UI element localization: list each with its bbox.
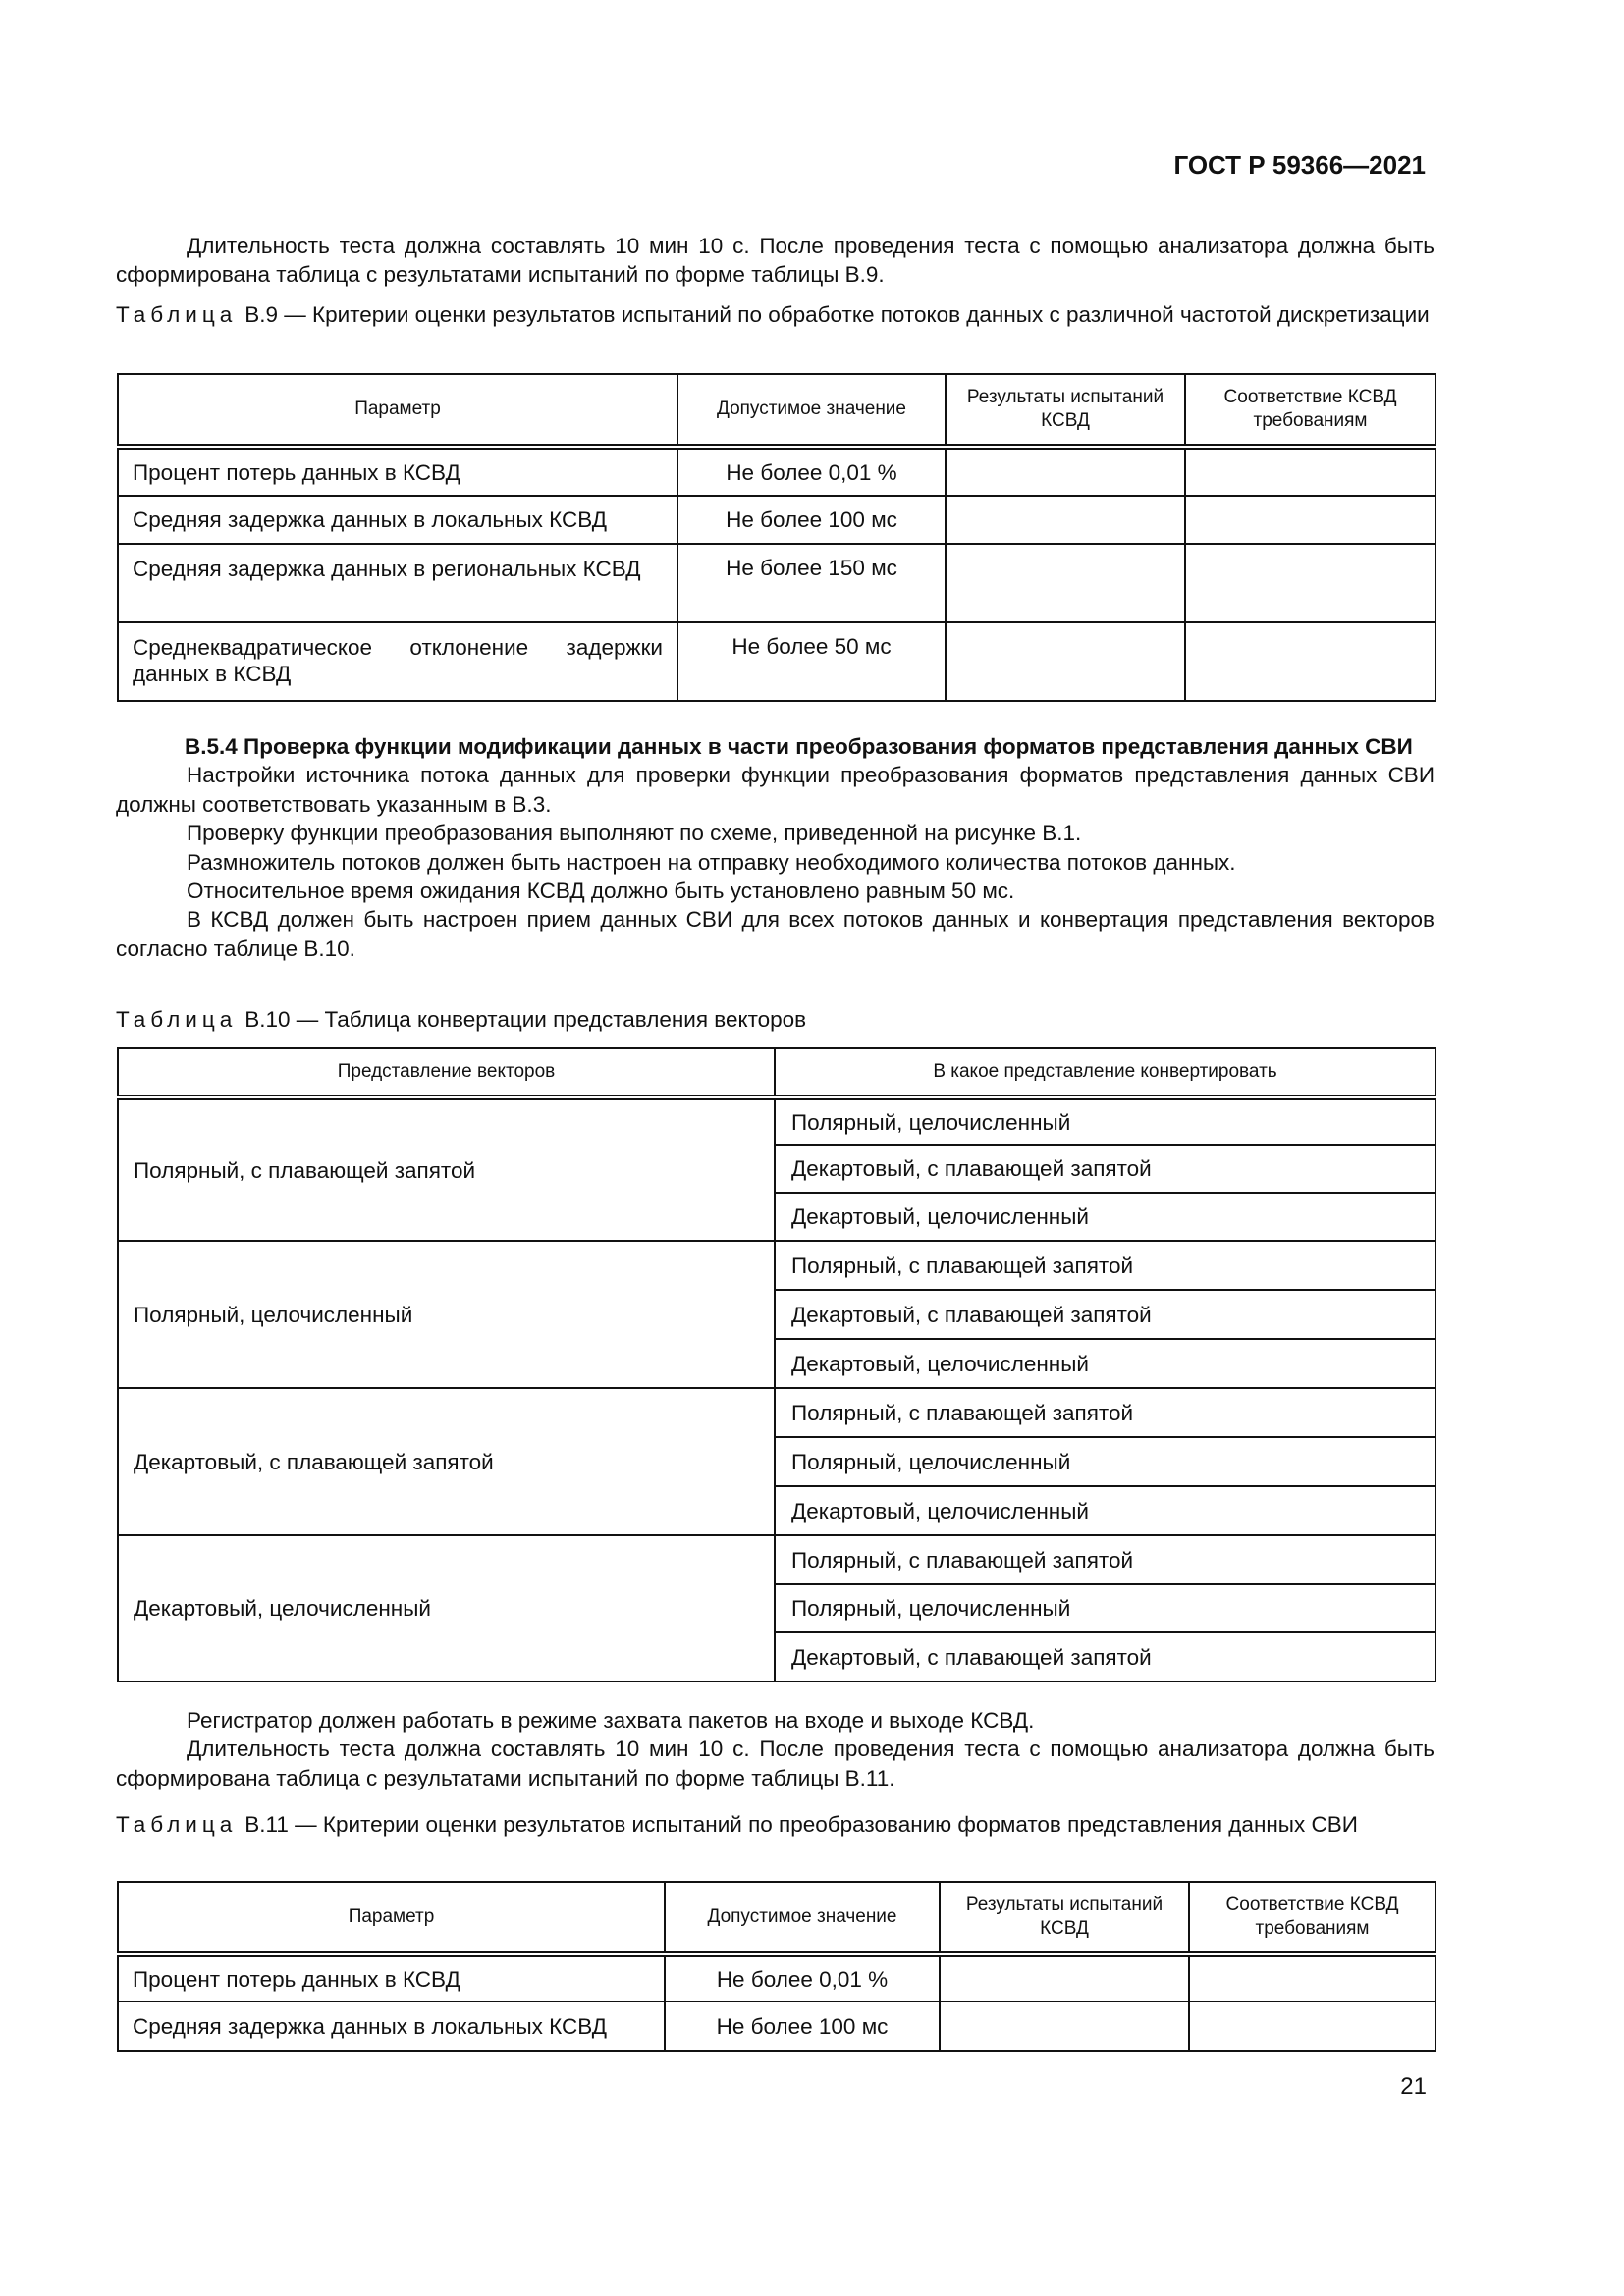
source-representation-cell: Декартовый, с плавающей запятой (118, 1388, 775, 1535)
parameter-cell: Средняя задержка данных в локальных КСВД (118, 2002, 665, 2051)
column-header-result: Результаты испытаний КСВД (946, 374, 1185, 447)
page-number: 21 (1400, 2073, 1427, 2100)
table-row (118, 496, 1435, 544)
table-b10-caption (116, 1005, 1435, 1034)
result-cell[interactable] (946, 496, 1185, 544)
column-header-compliance: Соответствие КСВД требованиям (1189, 1882, 1435, 1954)
after-b10-section (116, 1706, 1435, 1792)
table-row (118, 2002, 1435, 2051)
paragraph: Регистратор должен работать в режиме захвата пакетов на входе и выходе КСВД. (187, 1708, 1035, 1733)
parameter-cell: Средняя задержка данных в региональных КСВД (118, 544, 677, 622)
parameter-cell: Процент потерь данных в КСВД (118, 447, 677, 496)
table-row (118, 1388, 1435, 1437)
intro-section (116, 232, 1435, 290)
caption-text: В.10 — Таблица конвертации представления векторов (244, 1007, 807, 1032)
compliance-cell[interactable] (1189, 1954, 1435, 2002)
compliance-cell[interactable] (1185, 496, 1435, 544)
compliance-cell[interactable] (1189, 2002, 1435, 2051)
result-cell[interactable] (946, 622, 1185, 701)
allowed-value-cell: Не более 150 мс (677, 544, 946, 622)
caption-label: Таблица (116, 1007, 238, 1032)
target-representation-cell: Декартовый, целочисленный (775, 1486, 1435, 1535)
parameter-cell: Среднеквадратическое отклонение задержки данных в КСВД (118, 622, 677, 701)
table-row (118, 447, 1435, 496)
column-header-result: Результаты испытаний КСВД (940, 1882, 1189, 1954)
caption-text: В.9 — Критерии оценки результатов испытаний по обработке потоков данных с различной частотой дискретизации (244, 302, 1430, 327)
paragraph: Длительность теста должна составлять 10 мин 10 с. После проведения теста с помощью анализатора должна быть сформирована таблица с результатами испытаний по форме таблицы В.11. (116, 1736, 1435, 1790)
paragraph: Относительное время ожидания КСВД должно быть установлено равным 50 мс. (187, 879, 1015, 904)
column-header-source: Представление векторов (118, 1048, 775, 1097)
table-header-row (118, 1882, 1435, 1954)
section-heading: В.5.4 Проверка функции модификации данных в части преобразования форматов представления данных СВИ (185, 734, 1413, 759)
column-header-allowed: Допустимое значение (677, 374, 946, 447)
paragraph: Проверку функции преобразования выполняют по схеме, приведенной на рисунке В.1. (187, 821, 1082, 846)
table-header-row (118, 1048, 1435, 1097)
allowed-value-cell: Не более 0,01 % (665, 1954, 940, 2002)
compliance-cell[interactable] (1185, 622, 1435, 701)
table-b9 (117, 373, 1436, 702)
target-representation-cell: Декартовый, с плавающей запятой (775, 1145, 1435, 1193)
column-header-parameter: Параметр (118, 1882, 665, 1954)
column-header-target: В какое представление конвертировать (775, 1048, 1435, 1097)
table-row (118, 544, 1435, 622)
result-cell[interactable] (940, 2002, 1189, 2051)
table-row (118, 1954, 1435, 2002)
allowed-value-cell: Не более 0,01 % (677, 447, 946, 496)
target-representation-cell: Полярный, с плавающей запятой (775, 1535, 1435, 1584)
paragraph: Настройки источника потока данных для проверки функции преобразования форматов представления данных СВИ должны соответствовать указанным в В.3. (116, 763, 1435, 817)
paragraph: В КСВД должен быть настроен прием данных СВИ для всех потоков данных и конвертация представления векторов согласно таблице В.10. (116, 907, 1435, 961)
table-row (118, 622, 1435, 701)
column-header-allowed: Допустимое значение (665, 1882, 940, 1954)
allowed-value-cell: Не более 50 мс (677, 622, 946, 701)
target-representation-cell: Полярный, целочисленный (775, 1097, 1435, 1145)
compliance-cell[interactable] (1185, 447, 1435, 496)
caption-text: В.11 — Критерии оценки результатов испытаний по преобразованию форматов представления данных СВИ (244, 1812, 1358, 1837)
caption-label: Таблица (116, 1812, 238, 1837)
target-representation-cell: Декартовый, целочисленный (775, 1193, 1435, 1241)
compliance-cell[interactable] (1185, 544, 1435, 622)
allowed-value-cell: Не более 100 мс (677, 496, 946, 544)
table-row (118, 1097, 1435, 1145)
target-representation-cell: Полярный, целочисленный (775, 1584, 1435, 1632)
result-cell[interactable] (940, 1954, 1189, 2002)
paragraph: Размножитель потоков должен быть настроен на отправку необходимого количества потоков данных. (187, 849, 1236, 875)
source-representation-cell: Полярный, целочисленный (118, 1241, 775, 1388)
table-header-row (118, 374, 1435, 447)
target-representation-cell: Полярный, целочисленный (775, 1437, 1435, 1486)
result-cell[interactable] (946, 544, 1185, 622)
caption-label: Таблица (116, 302, 238, 327)
document-code: ГОСТ Р 59366—2021 (1173, 150, 1426, 180)
source-representation-cell: Полярный, с плавающей запятой (118, 1097, 775, 1241)
column-header-parameter: Параметр (118, 374, 677, 447)
table-b9-caption (116, 300, 1435, 329)
target-representation-cell: Декартовый, с плавающей запятой (775, 1632, 1435, 1682)
target-representation-cell: Декартовый, целочисленный (775, 1339, 1435, 1388)
parameter-cell: Средняя задержка данных в локальных КСВД (118, 496, 677, 544)
table-b11-caption (116, 1810, 1435, 1839)
result-cell[interactable] (946, 447, 1185, 496)
section-b54 (116, 732, 1435, 963)
table-row (118, 1535, 1435, 1584)
target-representation-cell: Декартовый, с плавающей запятой (775, 1290, 1435, 1339)
table-b10 (117, 1047, 1436, 1682)
allowed-value-cell: Не более 100 мс (665, 2002, 940, 2051)
table-b11 (117, 1881, 1436, 2052)
target-representation-cell: Полярный, с плавающей запятой (775, 1388, 1435, 1437)
column-header-compliance: Соответствие КСВД требованиям (1185, 374, 1435, 447)
table-row (118, 1241, 1435, 1290)
intro-paragraph: Длительность теста должна составлять 10 мин 10 с. После проведения теста с помощью анализатора должна быть сформирована таблица с результатами испытаний по форме таблицы В.9. (116, 234, 1435, 288)
source-representation-cell: Декартовый, целочисленный (118, 1535, 775, 1682)
parameter-cell: Процент потерь данных в КСВД (118, 1954, 665, 2002)
target-representation-cell: Полярный, с плавающей запятой (775, 1241, 1435, 1290)
